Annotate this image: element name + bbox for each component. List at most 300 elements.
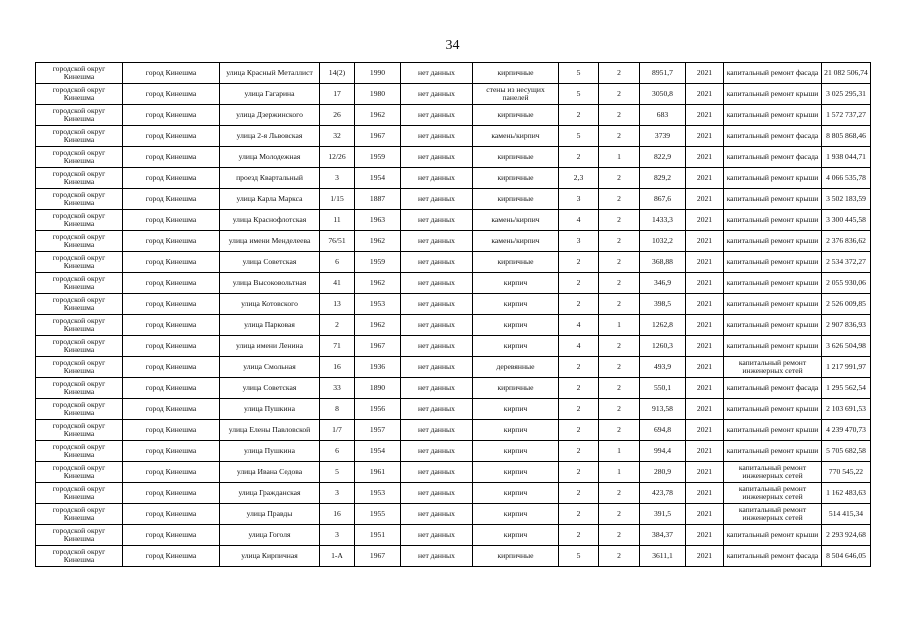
work-type-cell: капитальный ремонт крыши [724, 294, 822, 315]
build-year-cell: 1967 [355, 126, 401, 147]
build-year-cell: 1962 [355, 231, 401, 252]
wall-material-cell: кирпичные [473, 63, 559, 84]
area-cell: 1433,3 [640, 210, 686, 231]
table-row [36, 252, 871, 273]
floors-cell: 5 [559, 63, 599, 84]
city-cell: город Кинешма [123, 399, 220, 420]
district-cell: городской округ Кинешма [36, 252, 123, 273]
wall-material-cell: кирпич [473, 483, 559, 504]
area-cell: 423,78 [640, 483, 686, 504]
entrances-cell: 2 [599, 63, 640, 84]
house-number-cell: 17 [320, 84, 355, 105]
house-number-cell: 16 [320, 357, 355, 378]
table-row [36, 378, 871, 399]
table-body [36, 63, 871, 567]
district-cell: городской округ Кинешма [36, 336, 123, 357]
wall-material-cell: кирпич [473, 336, 559, 357]
plan-year-cell: 2021 [686, 63, 724, 84]
entrances-cell: 1 [599, 441, 640, 462]
work-type-cell: капитальный ремонт фасада [724, 63, 822, 84]
table-row [36, 546, 871, 567]
cost-cell: 1 295 562,54 [822, 378, 871, 399]
area-cell: 550,1 [640, 378, 686, 399]
entrances-cell: 1 [599, 147, 640, 168]
district-cell: городской округ Кинешма [36, 315, 123, 336]
work-type-cell: капитальный ремонт крыши [724, 420, 822, 441]
work-type-cell: капитальный ремонт крыши [724, 189, 822, 210]
plan-year-cell: 2021 [686, 147, 724, 168]
district-cell: городской округ Кинешма [36, 420, 123, 441]
entrances-cell: 2 [599, 294, 640, 315]
build-year-cell: 1951 [355, 525, 401, 546]
work-type-cell: капитальный ремонт крыши [724, 231, 822, 252]
floors-cell: 2,3 [559, 168, 599, 189]
table-row [36, 294, 871, 315]
plan-year-cell: 2021 [686, 483, 724, 504]
cost-cell: 2 534 372,27 [822, 252, 871, 273]
work-type-cell: капитальный ремонт крыши [724, 84, 822, 105]
wall-material-cell: камень/кирпич [473, 210, 559, 231]
district-cell: городской округ Кинешма [36, 63, 123, 84]
area-cell: 391,5 [640, 504, 686, 525]
cost-cell: 8 805 868,46 [822, 126, 871, 147]
area-cell: 3739 [640, 126, 686, 147]
city-cell: город Кинешма [123, 252, 220, 273]
plan-year-cell: 2021 [686, 273, 724, 294]
plan-year-cell: 2021 [686, 294, 724, 315]
build-year-cell: 1959 [355, 147, 401, 168]
area-cell: 368,88 [640, 252, 686, 273]
cost-cell: 1 572 737,27 [822, 105, 871, 126]
area-cell: 346,9 [640, 273, 686, 294]
entrances-cell: 2 [599, 252, 640, 273]
house-number-cell: 11 [320, 210, 355, 231]
area-cell: 994,4 [640, 441, 686, 462]
cost-cell: 514 415,34 [822, 504, 871, 525]
wall-material-cell: кирпич [473, 525, 559, 546]
district-cell: городской округ Кинешма [36, 126, 123, 147]
renovation-year-cell: нет данных [401, 189, 473, 210]
cost-cell: 2 103 691,53 [822, 399, 871, 420]
house-number-cell: 6 [320, 441, 355, 462]
build-year-cell: 1962 [355, 273, 401, 294]
floors-cell: 3 [559, 231, 599, 252]
city-cell: город Кинешма [123, 210, 220, 231]
street-cell: улица Молодежная [220, 147, 320, 168]
renovation-year-cell: нет данных [401, 462, 473, 483]
cost-cell: 21 082 506,74 [822, 63, 871, 84]
floors-cell: 2 [559, 525, 599, 546]
plan-year-cell: 2021 [686, 231, 724, 252]
street-cell: улица имени Ленина [220, 336, 320, 357]
house-number-cell: 3 [320, 168, 355, 189]
table-row [36, 315, 871, 336]
cost-cell: 4 066 535,78 [822, 168, 871, 189]
floors-cell: 2 [559, 294, 599, 315]
plan-year-cell: 2021 [686, 420, 724, 441]
wall-material-cell: кирпич [473, 420, 559, 441]
district-cell: городской округ Кинешма [36, 231, 123, 252]
area-cell: 280,9 [640, 462, 686, 483]
renovation-year-cell: нет данных [401, 441, 473, 462]
renovation-year-cell: нет данных [401, 357, 473, 378]
city-cell: город Кинешма [123, 231, 220, 252]
table-row [36, 420, 871, 441]
work-type-cell: капитальный ремонт инженерных сетей [724, 357, 822, 378]
area-cell: 3611,1 [640, 546, 686, 567]
area-cell: 867,6 [640, 189, 686, 210]
street-cell: улица Парковая [220, 315, 320, 336]
city-cell: город Кинешма [123, 168, 220, 189]
district-cell: городской округ Кинешма [36, 273, 123, 294]
page-number: 34 [445, 38, 460, 53]
city-cell: город Кинешма [123, 546, 220, 567]
city-cell: город Кинешма [123, 273, 220, 294]
area-cell: 1262,8 [640, 315, 686, 336]
entrances-cell: 2 [599, 189, 640, 210]
renovation-year-cell: нет данных [401, 504, 473, 525]
work-type-cell: капитальный ремонт фасада [724, 126, 822, 147]
wall-material-cell: кирпичные [473, 168, 559, 189]
plan-year-cell: 2021 [686, 378, 724, 399]
house-number-cell: 2 [320, 315, 355, 336]
floors-cell: 4 [559, 336, 599, 357]
city-cell: город Кинешма [123, 462, 220, 483]
plan-year-cell: 2021 [686, 210, 724, 231]
table-row [36, 231, 871, 252]
floors-cell: 4 [559, 210, 599, 231]
renovation-year-cell: нет данных [401, 378, 473, 399]
floors-cell: 2 [559, 252, 599, 273]
area-cell: 694,8 [640, 420, 686, 441]
entrances-cell: 2 [599, 399, 640, 420]
wall-material-cell: кирпич [473, 441, 559, 462]
area-cell: 384,37 [640, 525, 686, 546]
plan-year-cell: 2021 [686, 441, 724, 462]
build-year-cell: 1936 [355, 357, 401, 378]
street-cell: улица Дзержинского [220, 105, 320, 126]
floors-cell: 2 [559, 504, 599, 525]
renovation-year-cell: нет данных [401, 147, 473, 168]
entrances-cell: 2 [599, 546, 640, 567]
city-cell: город Кинешма [123, 294, 220, 315]
city-cell: город Кинешма [123, 525, 220, 546]
renovation-year-cell: нет данных [401, 420, 473, 441]
wall-material-cell: кирпич [473, 315, 559, 336]
renovation-year-cell: нет данных [401, 399, 473, 420]
plan-year-cell: 2021 [686, 84, 724, 105]
district-cell: городской округ Кинешма [36, 105, 123, 126]
build-year-cell: 1953 [355, 294, 401, 315]
city-cell: город Кинешма [123, 336, 220, 357]
city-cell: город Кинешма [123, 357, 220, 378]
street-cell: улица Гражданская [220, 483, 320, 504]
entrances-cell: 2 [599, 231, 640, 252]
house-number-cell: 1/7 [320, 420, 355, 441]
floors-cell: 2 [559, 441, 599, 462]
renovation-year-cell: нет данных [401, 210, 473, 231]
district-cell: городской округ Кинешма [36, 189, 123, 210]
district-cell: городской округ Кинешма [36, 462, 123, 483]
work-type-cell: капитальный ремонт фасада [724, 546, 822, 567]
house-number-cell: 32 [320, 126, 355, 147]
district-cell: городской округ Кинешма [36, 525, 123, 546]
cost-cell: 3 025 295,31 [822, 84, 871, 105]
house-number-cell: 41 [320, 273, 355, 294]
work-type-cell: капитальный ремонт инженерных сетей [724, 483, 822, 504]
entrances-cell: 2 [599, 525, 640, 546]
entrances-cell: 2 [599, 273, 640, 294]
district-cell: городской округ Кинешма [36, 357, 123, 378]
cost-cell: 2 055 930,06 [822, 273, 871, 294]
city-cell: город Кинешма [123, 147, 220, 168]
wall-material-cell: кирпич [473, 399, 559, 420]
district-cell: городской округ Кинешма [36, 546, 123, 567]
table-row [36, 399, 871, 420]
wall-material-cell: кирпич [473, 462, 559, 483]
city-cell: город Кинешма [123, 378, 220, 399]
renovation-year-cell: нет данных [401, 546, 473, 567]
build-year-cell: 1962 [355, 315, 401, 336]
entrances-cell: 2 [599, 420, 640, 441]
wall-material-cell: кирпичные [473, 378, 559, 399]
plan-year-cell: 2021 [686, 336, 724, 357]
renovation-year-cell: нет данных [401, 126, 473, 147]
wall-material-cell: кирпич [473, 273, 559, 294]
city-cell: город Кинешма [123, 84, 220, 105]
district-cell: городской округ Кинешма [36, 210, 123, 231]
district-cell: городской округ Кинешма [36, 399, 123, 420]
house-number-cell: 6 [320, 252, 355, 273]
table-row [36, 441, 871, 462]
floors-cell: 2 [559, 462, 599, 483]
floors-cell: 2 [559, 483, 599, 504]
plan-year-cell: 2021 [686, 399, 724, 420]
housing-repair-table [35, 62, 871, 567]
street-cell: улица Котовского [220, 294, 320, 315]
table-row [36, 210, 871, 231]
build-year-cell: 1955 [355, 504, 401, 525]
work-type-cell: капитальный ремонт крыши [724, 105, 822, 126]
house-number-cell: 5 [320, 462, 355, 483]
city-cell: город Кинешма [123, 189, 220, 210]
cost-cell: 1 217 991,97 [822, 357, 871, 378]
district-cell: городской округ Кинешма [36, 483, 123, 504]
renovation-year-cell: нет данных [401, 294, 473, 315]
wall-material-cell: кирпичные [473, 147, 559, 168]
city-cell: город Кинешма [123, 483, 220, 504]
plan-year-cell: 2021 [686, 315, 724, 336]
street-cell: улица Пушкина [220, 399, 320, 420]
wall-material-cell: кирпичные [473, 252, 559, 273]
entrances-cell: 2 [599, 336, 640, 357]
wall-material-cell: камень/кирпич [473, 126, 559, 147]
district-cell: городской округ Кинешма [36, 294, 123, 315]
floors-cell: 2 [559, 399, 599, 420]
plan-year-cell: 2021 [686, 546, 724, 567]
entrances-cell: 2 [599, 357, 640, 378]
table-row [36, 147, 871, 168]
cost-cell: 1 938 044,71 [822, 147, 871, 168]
build-year-cell: 1990 [355, 63, 401, 84]
wall-material-cell: кирпичные [473, 189, 559, 210]
city-cell: город Кинешма [123, 105, 220, 126]
street-cell: улица Правды [220, 504, 320, 525]
table-row [36, 168, 871, 189]
district-cell: городской округ Кинешма [36, 378, 123, 399]
wall-material-cell: камень/кирпич [473, 231, 559, 252]
cost-cell: 2 526 009,85 [822, 294, 871, 315]
house-number-cell: 33 [320, 378, 355, 399]
street-cell: улица Карла Маркса [220, 189, 320, 210]
build-year-cell: 1957 [355, 420, 401, 441]
wall-material-cell: деревянные [473, 357, 559, 378]
build-year-cell: 1963 [355, 210, 401, 231]
cost-cell: 770 545,22 [822, 462, 871, 483]
wall-material-cell: кирпичные [473, 105, 559, 126]
build-year-cell: 1954 [355, 168, 401, 189]
city-cell: город Кинешма [123, 504, 220, 525]
cost-cell: 5 705 682,58 [822, 441, 871, 462]
cost-cell: 4 239 470,73 [822, 420, 871, 441]
renovation-year-cell: нет данных [401, 252, 473, 273]
house-number-cell: 71 [320, 336, 355, 357]
build-year-cell: 1887 [355, 189, 401, 210]
city-cell: город Кинешма [123, 420, 220, 441]
build-year-cell: 1967 [355, 546, 401, 567]
area-cell: 913,58 [640, 399, 686, 420]
table-row [36, 189, 871, 210]
table-row [36, 63, 871, 84]
entrances-cell: 2 [599, 210, 640, 231]
floors-cell: 2 [559, 273, 599, 294]
floors-cell: 2 [559, 420, 599, 441]
wall-material-cell: кирпичные [473, 546, 559, 567]
build-year-cell: 1962 [355, 105, 401, 126]
plan-year-cell: 2021 [686, 168, 724, 189]
floors-cell: 2 [559, 357, 599, 378]
house-number-cell: 3 [320, 483, 355, 504]
table-row [36, 357, 871, 378]
cost-cell: 8 504 646,05 [822, 546, 871, 567]
city-cell: город Кинешма [123, 63, 220, 84]
city-cell: город Кинешма [123, 315, 220, 336]
work-type-cell: капитальный ремонт крыши [724, 525, 822, 546]
plan-year-cell: 2021 [686, 105, 724, 126]
table-row [36, 126, 871, 147]
entrances-cell: 1 [599, 462, 640, 483]
wall-material-cell: кирпич [473, 504, 559, 525]
work-type-cell: капитальный ремонт инженерных сетей [724, 462, 822, 483]
wall-material-cell: стены из несущих панелей [473, 84, 559, 105]
street-cell: улица Гоголя [220, 525, 320, 546]
area-cell: 493,9 [640, 357, 686, 378]
street-cell: улица Красный Металлист [220, 63, 320, 84]
house-number-cell: 14(2) [320, 63, 355, 84]
renovation-year-cell: нет данных [401, 336, 473, 357]
build-year-cell: 1954 [355, 441, 401, 462]
area-cell: 1260,3 [640, 336, 686, 357]
floors-cell: 5 [559, 546, 599, 567]
table-row [36, 273, 871, 294]
work-type-cell: капитальный ремонт инженерных сетей [724, 504, 822, 525]
entrances-cell: 2 [599, 126, 640, 147]
district-cell: городской округ Кинешма [36, 84, 123, 105]
district-cell: городской округ Кинешма [36, 504, 123, 525]
table-row [36, 336, 871, 357]
table-row [36, 504, 871, 525]
floors-cell: 4 [559, 315, 599, 336]
renovation-year-cell: нет данных [401, 273, 473, 294]
cost-cell: 3 300 445,58 [822, 210, 871, 231]
area-cell: 8951,7 [640, 63, 686, 84]
house-number-cell: 3 [320, 525, 355, 546]
cost-cell: 2 293 924,68 [822, 525, 871, 546]
floors-cell: 3 [559, 189, 599, 210]
cost-cell: 2 907 836,93 [822, 315, 871, 336]
renovation-year-cell: нет данных [401, 231, 473, 252]
work-type-cell: капитальный ремонт крыши [724, 210, 822, 231]
renovation-year-cell: нет данных [401, 315, 473, 336]
house-number-cell: 13 [320, 294, 355, 315]
entrances-cell: 2 [599, 483, 640, 504]
work-type-cell: капитальный ремонт крыши [724, 315, 822, 336]
cost-cell: 3 626 504,98 [822, 336, 871, 357]
house-number-cell: 1-А [320, 546, 355, 567]
plan-year-cell: 2021 [686, 525, 724, 546]
work-type-cell: капитальный ремонт крыши [724, 273, 822, 294]
plan-year-cell: 2021 [686, 126, 724, 147]
floors-cell: 5 [559, 84, 599, 105]
street-cell: улица Гагарина [220, 84, 320, 105]
street-cell: улица Кирпичная [220, 546, 320, 567]
house-number-cell: 76/51 [320, 231, 355, 252]
plan-year-cell: 2021 [686, 504, 724, 525]
cost-cell: 3 502 183,59 [822, 189, 871, 210]
cost-cell: 2 376 836,62 [822, 231, 871, 252]
table-row [36, 105, 871, 126]
build-year-cell: 1956 [355, 399, 401, 420]
entrances-cell: 2 [599, 84, 640, 105]
renovation-year-cell: нет данных [401, 84, 473, 105]
district-cell: городской округ Кинешма [36, 441, 123, 462]
floors-cell: 2 [559, 147, 599, 168]
work-type-cell: капитальный ремонт крыши [724, 336, 822, 357]
table-row [36, 525, 871, 546]
cost-cell: 1 162 483,63 [822, 483, 871, 504]
house-number-cell: 16 [320, 504, 355, 525]
street-cell: улица 2-я Львовская [220, 126, 320, 147]
area-cell: 822,9 [640, 147, 686, 168]
floors-cell: 2 [559, 105, 599, 126]
build-year-cell: 1967 [355, 336, 401, 357]
street-cell: улица имени Менделеева [220, 231, 320, 252]
renovation-year-cell: нет данных [401, 483, 473, 504]
entrances-cell: 2 [599, 105, 640, 126]
city-cell: город Кинешма [123, 441, 220, 462]
work-type-cell: капитальный ремонт фасада [724, 147, 822, 168]
build-year-cell: 1890 [355, 378, 401, 399]
floors-cell: 5 [559, 126, 599, 147]
area-cell: 683 [640, 105, 686, 126]
build-year-cell: 1959 [355, 252, 401, 273]
street-cell: улица Советская [220, 378, 320, 399]
entrances-cell: 2 [599, 378, 640, 399]
street-cell: проезд Квартальный [220, 168, 320, 189]
district-cell: городской округ Кинешма [36, 147, 123, 168]
renovation-year-cell: нет данных [401, 525, 473, 546]
street-cell: улица Краснофлотская [220, 210, 320, 231]
